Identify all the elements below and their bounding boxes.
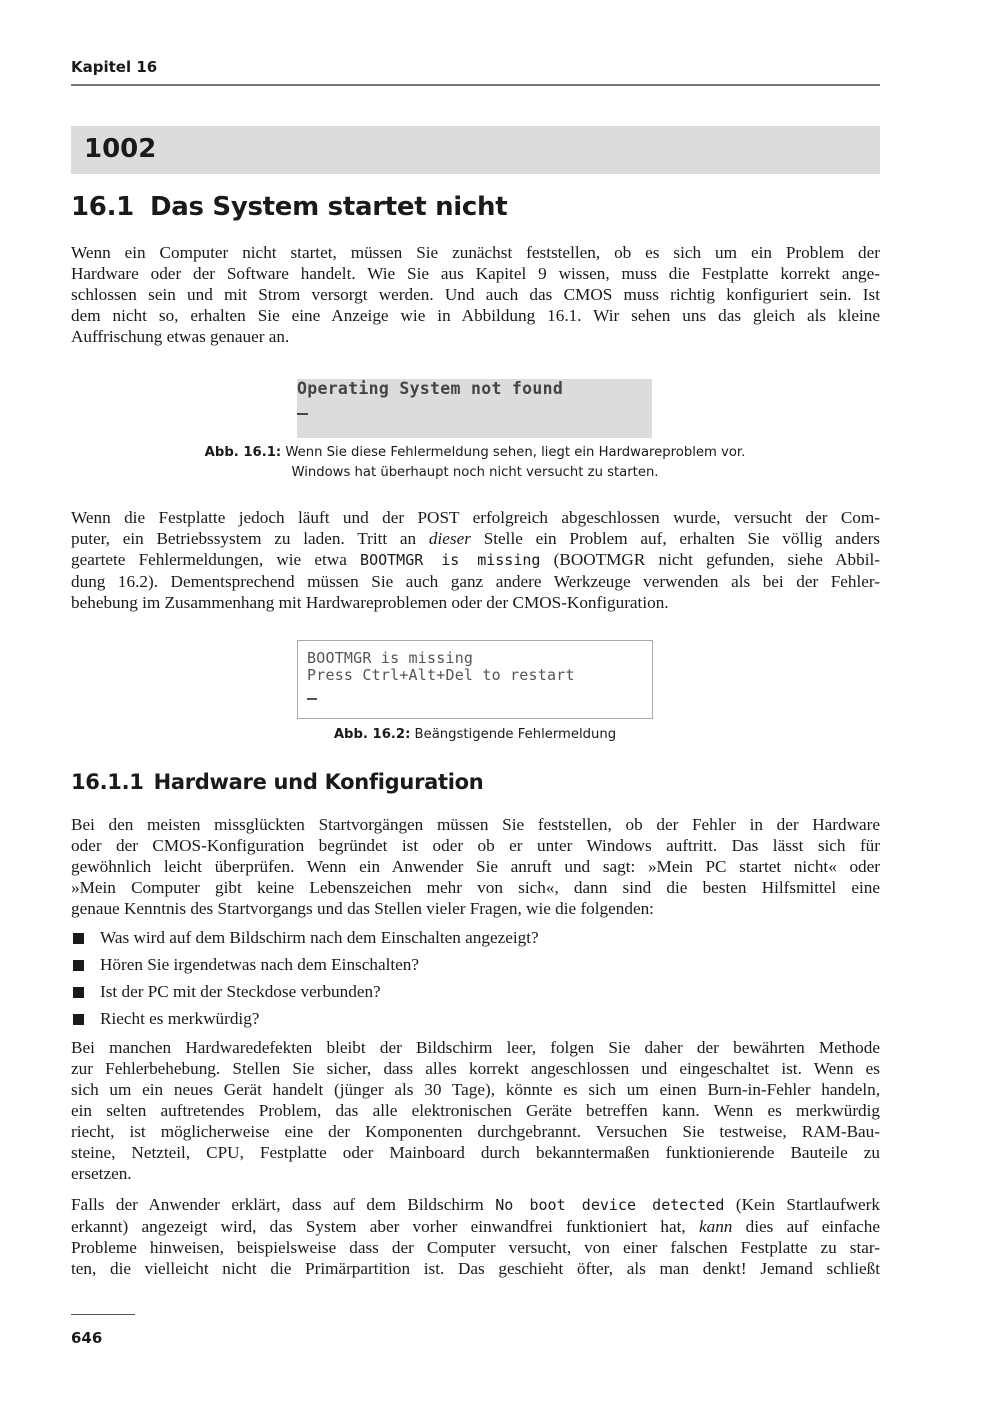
text-line: Bei den meisten missglückten Startvorgängen müssen Sie feststellen, ob der Fehler in der Hardware xyxy=(71,815,880,834)
text-line: »Mein Computer gibt keine Lebenszeichen mehr von sich«, dann sind die besten Hilfsmittel eine xyxy=(71,878,880,897)
bullet-square-icon xyxy=(73,987,84,998)
list-item-text: Ist der PC mit der Steckdose verbunden? xyxy=(100,982,381,1001)
caption-label: Abb. 16.2: xyxy=(333,727,411,742)
text-line: riecht, ist möglicherweise eine der Komponenten durchgebrannt. Versuchen Sie testweise, RAM-Bau- xyxy=(71,1122,880,1141)
section-number: 16.1 xyxy=(71,192,134,222)
figure-screen-bootmgr-missing xyxy=(297,640,653,719)
section-heading xyxy=(71,192,507,222)
question-list xyxy=(71,927,539,1035)
caption-text: Wenn Sie diese Fehlermeldung sehen, liegt ein Hardwareproblem vor. xyxy=(285,445,746,460)
figure1-caption xyxy=(180,443,770,483)
text-line: ersetzen. xyxy=(71,1164,132,1183)
section-title: Das System startet nicht xyxy=(149,192,508,222)
inline-code: BOOTMGR is missing xyxy=(360,551,541,569)
text-line: behebung im Zusammenhang mit Hardwareproblemen oder der CMOS-Konfiguration. xyxy=(71,593,669,612)
text-run: erkannt) angezeigt wird, das System aber vorher einwandfrei funktioniert hat, xyxy=(71,1217,699,1236)
text-run: Falls der Anwender erklärt, dass auf dem Bildschirm xyxy=(71,1195,496,1214)
text-line: dem nicht so, erhalten Sie eine Anzeige wie in Abbildung 16.1. Wir sehen uns das gleich als kleine xyxy=(71,306,880,325)
paragraph-intro xyxy=(71,242,880,347)
text-run: geartete Fehlermeldungen, wie etwa xyxy=(71,550,361,569)
bullet-square-icon xyxy=(73,1014,84,1025)
text-line: Auffrischung etwas genauer an. xyxy=(71,327,290,346)
text-run: (Kein Startlaufwerk xyxy=(724,1195,880,1214)
text-line: zur Fehlerbehebung. Stellen Sie sicher, dass alles korrekt angeschlossen und eingeschaltet ist. Wenn es xyxy=(71,1059,880,1078)
running-head: Kapitel 16 xyxy=(71,58,158,76)
text-run: dies auf einfache xyxy=(732,1217,880,1236)
text-line: Bei manchen Hardwaredefekten bleibt der Bildschirm leer, folgen Sie daher der bewährten Methode xyxy=(71,1038,880,1057)
emphasis: dieser xyxy=(428,529,471,548)
subsection-title: Hardware und Konfiguration xyxy=(153,770,484,794)
inline-code: No boot device detected xyxy=(495,1196,725,1214)
screen-text: BOOTMGR is missing xyxy=(307,649,474,667)
text-run: (BOOTMGR nicht gefunden, siehe Abbil- xyxy=(540,550,880,569)
caption-text: Windows hat überhaupt noch nicht versucht zu starten. xyxy=(291,465,659,480)
list-item-text: Hören Sie irgendetwas nach dem Einschalten? xyxy=(100,955,419,974)
text-line xyxy=(71,549,880,571)
text-line: Hardware oder der Software handelt. Wie Sie aus Kapitel 9 wissen, muss die Festplatte korrekt ange- xyxy=(71,264,880,283)
exam-objective-box xyxy=(71,126,880,174)
text-line: ten, die vielleicht nicht die Primärpartition ist. Das geschieht öfter, als man denkt! Jemand schließt xyxy=(71,1259,880,1278)
text-line: ein selten auftretendes Problem, das alle elektronischen Geräte betreffen kann. Wenn es merkwürdig xyxy=(71,1101,880,1120)
text-line: oder der CMOS-Konfiguration begründet ist oder ob er unter Windows auftritt. Das lässt sich für xyxy=(71,836,880,855)
text-line: Wenn die Festplatte jedoch läuft und der POST erfolgreich abgeschlossen wurde, versucht der Com- xyxy=(71,508,880,527)
cursor-underscore xyxy=(297,413,308,415)
text-line: sich um ein neues Gerät handelt (jünger als 30 Tage), könnte es sich um einen Burn-in-Fehler handeln, xyxy=(71,1080,880,1099)
paragraph-post xyxy=(71,507,880,613)
screen-text: Press Ctrl+Alt+Del to restart xyxy=(307,666,575,684)
figure-screen-os-not-found xyxy=(297,379,652,438)
list-item xyxy=(71,981,539,1008)
text-line xyxy=(71,1216,880,1237)
paragraph-no-boot-device xyxy=(71,1194,880,1279)
text-line: dung 16.2). Dementsprechend müssen Sie auch ganz andere Werkzeuge verwenden als bei der Fehler- xyxy=(71,572,880,591)
text-line xyxy=(71,1194,880,1216)
emphasis: kann xyxy=(698,1217,733,1236)
text-line: genaue Kenntnis des Startvorgangs und das Stellen vieler Fragen, wie die folgenden: xyxy=(71,899,654,918)
text-line xyxy=(71,528,880,549)
footer-rule xyxy=(71,1314,135,1315)
text-line: steine, Netzteil, CPU, Festplatte oder Mainboard durch bekanntermaßen funktionierende Bauteile zu xyxy=(71,1143,880,1162)
caption-label: Abb. 16.1: xyxy=(204,445,282,460)
text-line: Probleme hinweisen, beispielsweise dass der Computer versucht, von einer falschen Festplatte zu star- xyxy=(71,1238,880,1257)
header-rule xyxy=(71,84,880,86)
paragraph-hardware xyxy=(71,814,880,919)
screen-text: Operating System not found xyxy=(297,379,564,398)
caption-text: Beängstigende Fehlermeldung xyxy=(414,727,617,742)
exam-objective-label: 1002 xyxy=(84,134,157,164)
cursor-underscore xyxy=(307,698,317,700)
figure2-caption xyxy=(297,725,653,745)
subsection-heading xyxy=(71,770,483,794)
list-item xyxy=(71,927,539,954)
paragraph-defects xyxy=(71,1037,880,1184)
text-run: puter, ein Betriebssystem zu laden. Tritt an xyxy=(71,529,429,548)
text-run: Stelle ein Problem auf, erhalten Sie völlig anders xyxy=(470,529,880,548)
list-item-text: Riecht es merkwürdig? xyxy=(100,1009,260,1028)
list-item-text: Was wird auf dem Bildschirm nach dem Einschalten angezeigt? xyxy=(100,928,539,947)
text-line: gewöhnlich leicht überprüfen. Wenn ein Anwender Sie anruft und sagt: »Mein PC startet nicht« oder xyxy=(71,857,880,876)
subsection-number: 16.1.1 xyxy=(71,770,144,794)
text-line: Wenn ein Computer nicht startet, müssen Sie zunächst feststellen, ob es sich um ein Problem der xyxy=(71,243,880,262)
bullet-square-icon xyxy=(73,960,84,971)
bullet-square-icon xyxy=(73,933,84,944)
list-item xyxy=(71,1008,539,1035)
list-item xyxy=(71,954,539,981)
text-line: schlossen sein und mit Strom versorgt werden. Und auch das CMOS muss richtig konfiguriert sein. Ist xyxy=(71,285,880,304)
page-number: 646 xyxy=(71,1329,103,1347)
